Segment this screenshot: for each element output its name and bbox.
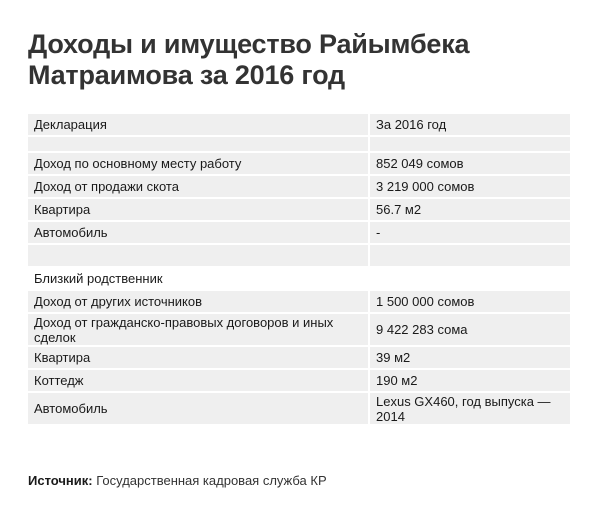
header-cell-year: За 2016 год xyxy=(370,114,570,135)
table-cell-label: Доход от продажи скота xyxy=(28,176,370,197)
table-section-row xyxy=(28,268,570,289)
table-row-spacer xyxy=(28,245,570,266)
table-header-row xyxy=(28,114,570,135)
table-cell-value: 56.7 м2 xyxy=(370,199,570,220)
table-cell-label: Доход от гражданско-правовых договоров и иных сделок xyxy=(28,314,370,345)
table-cell-label: Автомобиль xyxy=(28,393,370,424)
header-cell-declaration: Декларация xyxy=(28,114,370,135)
section-label-relative: Близкий родственник xyxy=(28,268,370,289)
table-cell-value: Lexus GX460, год выпуска — 2014 xyxy=(370,393,570,424)
table-cell-label: Автомобиль xyxy=(28,222,370,243)
source-text: Государственная кадровая служба КР xyxy=(92,473,327,488)
table-cell-value: 1 500 000 сомов xyxy=(370,291,570,312)
table-row xyxy=(28,176,570,197)
page-title: Доходы и имущество Райымбека Матраимова за 2016 год xyxy=(28,29,470,90)
table-cell-value xyxy=(370,245,570,266)
source-note xyxy=(28,473,327,489)
table-cell-value xyxy=(370,137,570,151)
table-cell-value: - xyxy=(370,222,570,243)
source-label: Источник: xyxy=(28,473,93,488)
table-cell-value: 3 219 000 сомов xyxy=(370,176,570,197)
table-cell-label: Коттедж xyxy=(28,370,370,391)
table-row xyxy=(28,370,570,391)
table-cell-label: Квартира xyxy=(28,347,370,368)
table-cell-value: 39 м2 xyxy=(370,347,570,368)
table-row xyxy=(28,222,570,243)
table-cell-label: Квартира xyxy=(28,199,370,220)
table-row xyxy=(28,291,570,312)
table-row xyxy=(28,199,570,220)
table-cell-label: Доход от других источников xyxy=(28,291,370,312)
table-cell-label xyxy=(28,137,370,151)
table-row xyxy=(28,347,570,368)
table-cell-value: 190 м2 xyxy=(370,370,570,391)
table-row xyxy=(28,393,570,424)
table-cell-label: Доход по основному месту работу xyxy=(28,153,370,174)
table-row xyxy=(28,314,570,345)
table-row xyxy=(28,153,570,174)
table-cell-value: 9 422 283 сома xyxy=(370,314,570,345)
table-cell-value xyxy=(370,268,570,289)
table-cell-label xyxy=(28,245,370,266)
declaration-table xyxy=(28,112,570,426)
table-cell-value: 852 049 сомов xyxy=(370,153,570,174)
table-row-spacer xyxy=(28,137,570,151)
